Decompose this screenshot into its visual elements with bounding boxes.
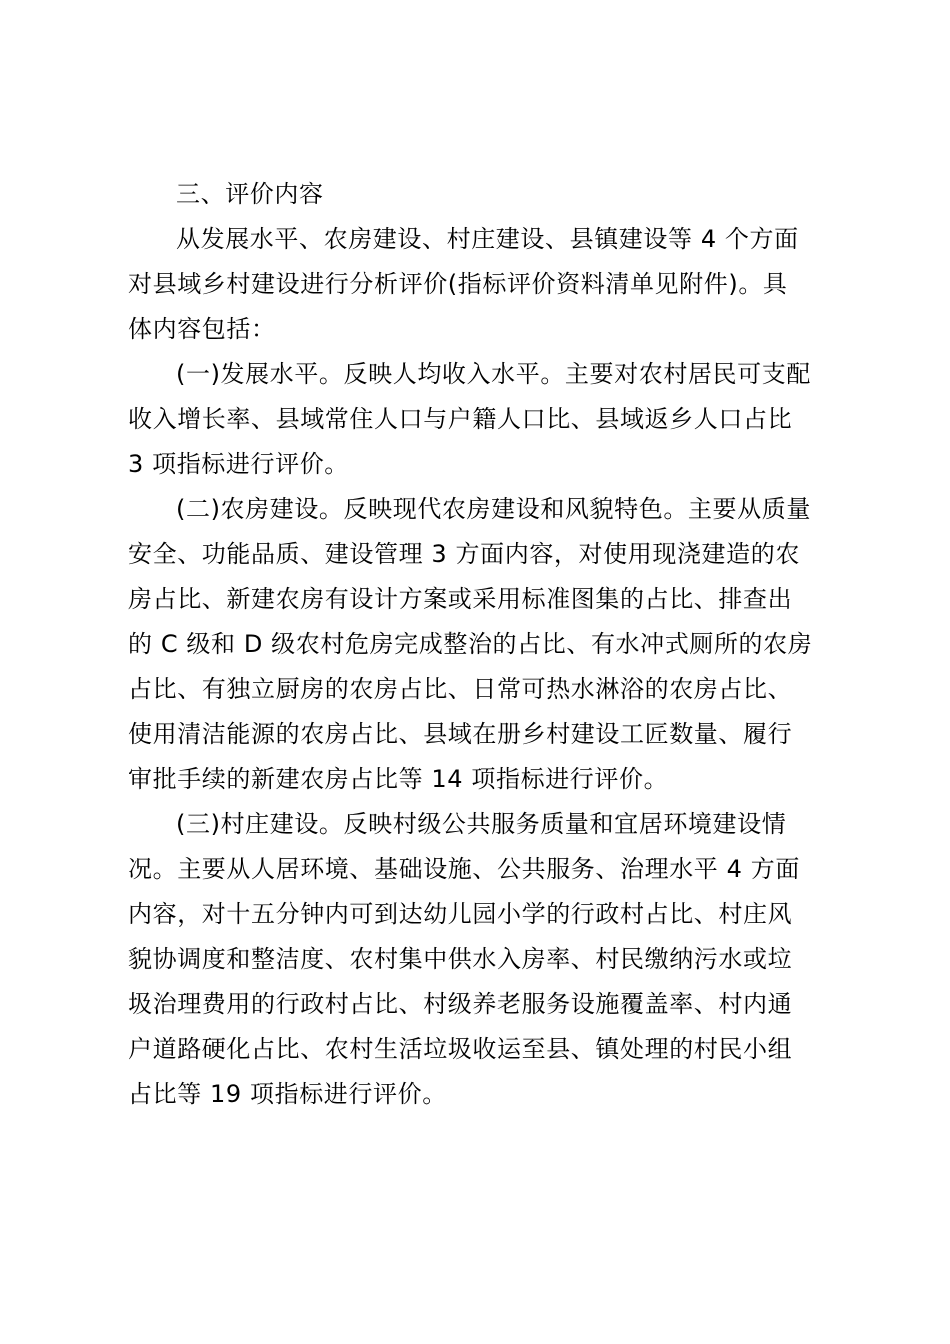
paragraph-line: 审批手续的新建农房占比等 14 项指标进行评价。 — [128, 765, 669, 793]
paragraph-line: (二)农房建设。反映现代农房建设和风貌特色。主要从质量 — [176, 495, 811, 523]
paragraph-line: 况。主要从人居环境、基础设施、公共服务、治理水平 4 方面 — [128, 855, 800, 883]
paragraph-line: (三)村庄建设。反映村级公共服务质量和宜居环境建设情 — [176, 810, 787, 838]
paragraph-line: 户道路硬化占比、农村生活垃圾收运至县、镇处理的村民小组 — [128, 1035, 793, 1063]
paragraph-line: 安全、功能品质、建设管理 3 方面内容，对使用现浇建造的农 — [128, 540, 800, 568]
paragraph-line: 貌协调度和整洁度、农村集中供水入房率、村民缴纳污水或垃 — [128, 945, 793, 973]
paragraph-line: 占比等 19 项指标进行评价。 — [128, 1080, 447, 1108]
paragraph-line: 圾治理费用的行政村占比、村级养老服务设施覆盖率、村内通 — [128, 990, 793, 1018]
paragraph-line: 从发展水平、农房建设、村庄建设、县镇建设等 4 个方面 — [176, 225, 799, 253]
paragraph-line: 体内容包括： — [128, 315, 276, 343]
paragraph-line: 内容，对十五分钟内可到达幼儿园小学的行政村占比、村庄风 — [128, 900, 793, 928]
paragraph-line: 的 C 级和 D 级农村危房完成整治的占比、有水冲式厕所的农房 — [128, 630, 813, 658]
paragraph-line: (一)发展水平。反映人均收入水平。主要对农村居民可支配 — [176, 360, 811, 388]
paragraph-line: 占比、有独立厨房的农房占比、日常可热水淋浴的农房占比、 — [128, 675, 793, 703]
paragraph-line: 收入增长率、县域常住人口与户籍人口比、县域返乡人口占比 — [128, 405, 793, 433]
section-heading: 三、评价内容 — [176, 180, 324, 208]
paragraph-line: 对县域乡村建设进行分析评价(指标评价资料清单见附件)。具 — [128, 270, 788, 298]
paragraph-line: 房占比、新建农房有设计方案或采用标准图集的占比、排查出 — [128, 585, 793, 613]
paragraph-line: 3 项指标进行评价。 — [128, 450, 349, 478]
paragraph-line: 使用清洁能源的农房占比、县域在册乡村建设工匠数量、履行 — [128, 720, 793, 748]
